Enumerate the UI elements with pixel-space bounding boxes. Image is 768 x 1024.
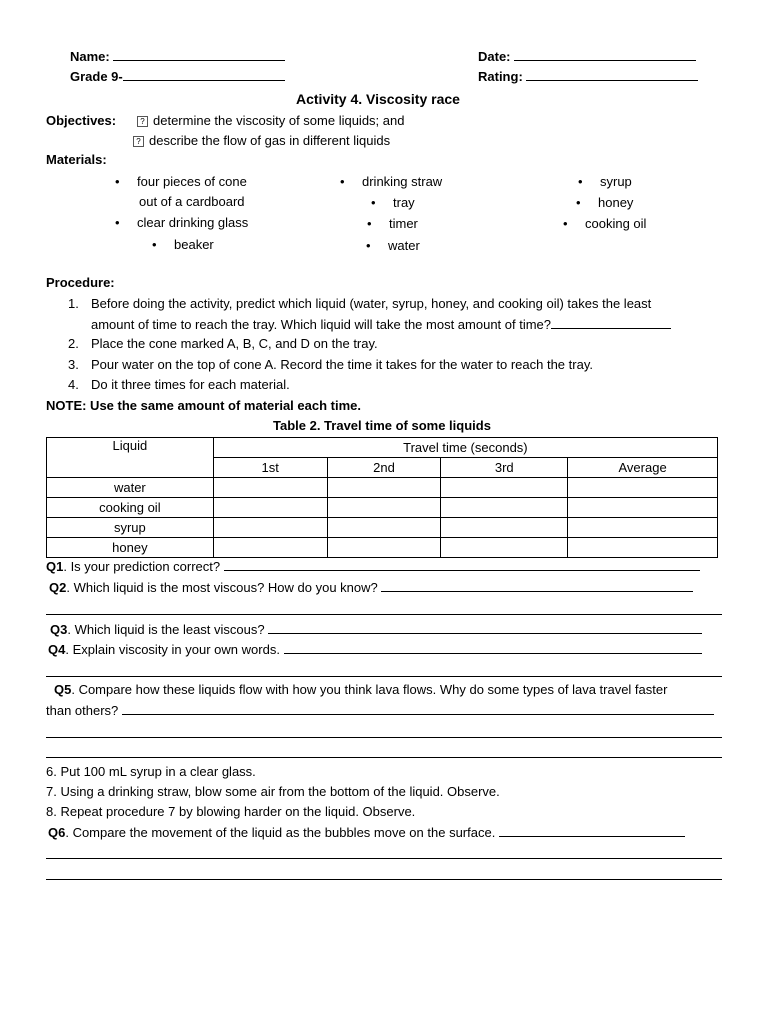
- q4-label: Q4: [48, 642, 66, 657]
- answer-blank[interactable]: [122, 702, 714, 715]
- rating-field[interactable]: [478, 68, 698, 85]
- answer-blank[interactable]: [224, 558, 700, 571]
- material-item: • beaker: [152, 237, 214, 253]
- step-number: 2.: [68, 336, 79, 351]
- table-row: [47, 518, 718, 538]
- materials-label: Materials:: [46, 152, 107, 167]
- checkbox-icon: ?: [137, 116, 148, 127]
- step-number: 1.: [68, 296, 79, 311]
- table-cell[interactable]: [568, 518, 718, 538]
- table-cell[interactable]: [441, 518, 568, 538]
- table-cell[interactable]: [213, 518, 327, 538]
- objective-item: ? describe the flow of gas in different liquids: [133, 133, 390, 149]
- table-cell[interactable]: [441, 498, 568, 518]
- table-row: [47, 498, 718, 518]
- material-item: • drinking straw: [340, 174, 442, 190]
- q5-label: Q5: [54, 682, 72, 697]
- answer-blank[interactable]: [499, 824, 685, 837]
- answer-blank[interactable]: [284, 641, 702, 654]
- rating-label: Rating:: [478, 69, 523, 84]
- question-q2[interactable]: Q2. Which liquid is the most viscous? How do you know?: [49, 579, 693, 596]
- question-q1[interactable]: Q1. Is your prediction correct?: [46, 558, 700, 575]
- travel-time-table: [46, 437, 718, 558]
- table-cell[interactable]: [327, 498, 441, 518]
- grade-label: Grade 9-: [70, 69, 123, 84]
- col-header: 3rd: [441, 458, 568, 478]
- col-header: 2nd: [327, 458, 441, 478]
- step-text-cont[interactable]: amount of time to reach the tray. Which liquid will take the most amount of time?: [91, 316, 671, 333]
- date-blank[interactable]: [514, 48, 696, 61]
- rating-blank[interactable]: [526, 68, 698, 81]
- table-row: [47, 538, 718, 558]
- row-label: water: [47, 478, 214, 498]
- step-text: Pour water on the top of cone A. Record the time it takes for the water to reach the tray.: [91, 357, 593, 372]
- objectives-label: Objectives:: [46, 113, 117, 128]
- step-6: 6. Put 100 mL syrup in a clear glass.: [46, 764, 256, 779]
- table-cell[interactable]: [568, 538, 718, 558]
- question-q4[interactable]: Q4. Explain viscosity in your own words.: [48, 641, 702, 658]
- answer-blank[interactable]: [268, 621, 702, 634]
- table-cell[interactable]: [213, 498, 327, 518]
- step-text: Do it three times for each material.: [91, 377, 290, 392]
- checkbox-icon: ?: [133, 136, 144, 147]
- material-item: • syrup: [578, 174, 632, 190]
- grade-blank[interactable]: [123, 68, 285, 81]
- table-caption: Table 2. Travel time of some liquids: [273, 418, 491, 433]
- step-text: Place the cone marked A, B, C, and D on the tray.: [91, 336, 378, 351]
- travel-time-header: Travel time (seconds): [213, 438, 717, 458]
- material-item: • tray: [371, 195, 415, 211]
- step-7: 7. Using a drinking straw, blow some air from the bottom of the liquid. Observe.: [46, 784, 500, 799]
- step-number: 3.: [68, 357, 79, 372]
- objective-item: ? determine the viscosity of some liquids; and: [137, 113, 404, 129]
- table-cell[interactable]: [327, 538, 441, 558]
- note: NOTE: Use the same amount of material each time.: [46, 398, 361, 413]
- table-cell[interactable]: [568, 478, 718, 498]
- name-blank[interactable]: [113, 48, 285, 61]
- prediction-blank[interactable]: [551, 316, 671, 329]
- question-q5: Q5. Compare how these liquids flow with how you think lava flows. Why do some types of lava travel faster: [54, 682, 668, 697]
- name-field[interactable]: [70, 48, 285, 65]
- table-cell[interactable]: [213, 478, 327, 498]
- q6-label: Q6: [48, 825, 66, 840]
- material-item: • timer: [367, 216, 418, 232]
- q1-label: Q1: [46, 559, 64, 574]
- material-item: • water: [366, 238, 420, 254]
- question-q6[interactable]: Q6. Compare the movement of the liquid as the bubbles move on the surface.: [48, 824, 685, 841]
- table-cell[interactable]: [213, 538, 327, 558]
- table-cell[interactable]: [568, 498, 718, 518]
- answer-line[interactable]: [46, 757, 722, 758]
- procedure-label: Procedure:: [46, 275, 115, 290]
- answer-blank[interactable]: [381, 579, 693, 592]
- page-title: Activity 4. Viscosity race: [296, 91, 460, 107]
- row-label: syrup: [47, 518, 214, 538]
- table-cell[interactable]: [327, 518, 441, 538]
- liquid-header: Liquid: [47, 438, 214, 478]
- table-cell[interactable]: [441, 538, 568, 558]
- q3-label: Q3: [50, 622, 68, 637]
- answer-line[interactable]: [46, 858, 722, 859]
- q2-label: Q2: [49, 580, 67, 595]
- material-item: • clear drinking glass: [115, 215, 248, 231]
- col-header: 1st: [213, 458, 327, 478]
- grade-field[interactable]: [70, 68, 285, 85]
- col-header: Average: [568, 458, 718, 478]
- date-label: Date:: [478, 49, 511, 64]
- answer-line[interactable]: [46, 879, 722, 880]
- table-cell[interactable]: [441, 478, 568, 498]
- question-q5-cont[interactable]: than others?: [46, 702, 714, 719]
- material-item: • cooking oil: [563, 216, 646, 232]
- material-item: • four pieces of cone: [115, 174, 247, 190]
- answer-line[interactable]: [46, 737, 722, 738]
- step-number: 4.: [68, 377, 79, 392]
- row-label: cooking oil: [47, 498, 214, 518]
- material-item-cont: out of a cardboard: [139, 194, 245, 209]
- question-q3[interactable]: Q3. Which liquid is the least viscous?: [50, 621, 702, 638]
- material-item: • honey: [576, 195, 633, 211]
- date-field[interactable]: [478, 48, 696, 65]
- step-8: 8. Repeat procedure 7 by blowing harder on the liquid. Observe.: [46, 804, 416, 819]
- row-label: honey: [47, 538, 214, 558]
- step-text: Before doing the activity, predict which liquid (water, syrup, honey, and cooking oil) takes the least: [91, 296, 652, 311]
- answer-line[interactable]: [46, 614, 722, 615]
- table-cell[interactable]: [327, 478, 441, 498]
- answer-line[interactable]: [46, 676, 722, 677]
- name-label: Name:: [70, 49, 110, 64]
- table-row: [47, 478, 718, 498]
